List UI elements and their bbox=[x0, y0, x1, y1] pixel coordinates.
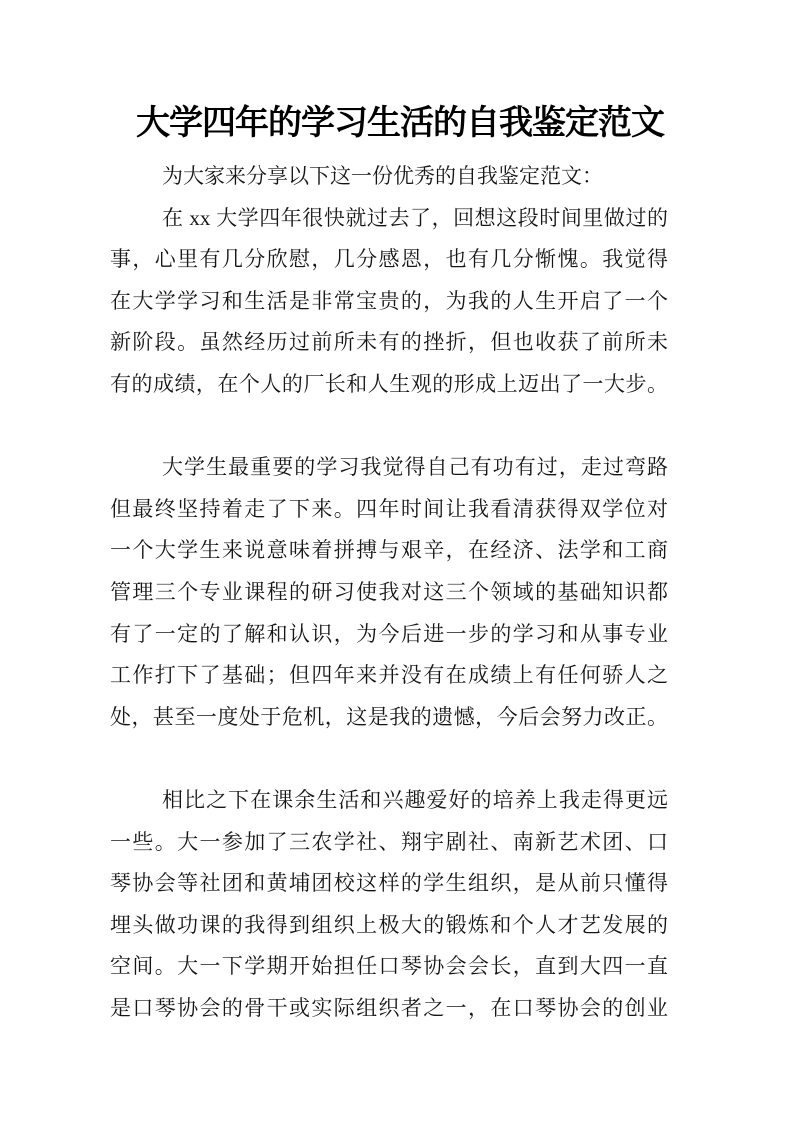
text-line: 为大家来分享以下这一份优秀的自我鉴定范文： bbox=[162, 164, 603, 188]
text-line: 新阶段。虽然经历过前所未有的挫折，但也收获了前所未 bbox=[110, 330, 668, 355]
text-line: 工作打下了基础；但四年来并没有在成绩上有任何骄人之 bbox=[110, 663, 668, 688]
text-line: 埋头做功课的我得到组织上极大的锻炼和个人才艺发展的 bbox=[110, 912, 668, 937]
paragraph bbox=[110, 447, 668, 738]
text-line: 处，甚至一度处于危机，这是我的遗憾，今后会努力改正。 bbox=[110, 704, 668, 729]
text-line: 但最终坚持着走了下来。四年时间让我看清获得双学位对 bbox=[110, 496, 668, 521]
text-line: 事，心里有几分欣慰，几分感恩，也有几分惭愧。我觉得 bbox=[110, 247, 668, 272]
text-line: 是口琴协会的骨干或实际组织者之一，在口琴协会的创业 bbox=[110, 995, 668, 1020]
text-line: 一个大学生来说意味着拼搏与艰辛，在经济、法学和工商 bbox=[110, 538, 668, 563]
text-line: 有的成绩，在个人的厂长和人生观的形成上迈出了一大步。 bbox=[110, 371, 668, 396]
paragraph bbox=[110, 780, 668, 1030]
paragraph bbox=[110, 198, 668, 406]
text-line: 在 xx 大学四年很快就过去了，回想这段时间里做过的 bbox=[162, 205, 668, 230]
text-line: 管理三个专业课程的研习使我对这三个领域的基础知识都 bbox=[110, 579, 668, 604]
paragraph bbox=[110, 156, 668, 198]
text-line: 琴协会等社团和黄埔团校这样的学生组织，是从前只懂得 bbox=[110, 871, 668, 896]
document-body bbox=[110, 156, 668, 1029]
text-line: 空间。大一下学期开始担任口琴协会会长，直到大四一直 bbox=[110, 954, 668, 979]
text-line: 大学生最重要的学习我觉得自己有功有过，走过弯路 bbox=[162, 455, 668, 480]
document-title: 大学四年的学习生活的自我鉴定范文 bbox=[136, 105, 664, 142]
text-line: 相比之下在课余生活和兴趣爱好的培养上我走得更远 bbox=[162, 787, 668, 812]
text-line: 在大学学习和生活是非常宝贵的，为我的人生开启了一个 bbox=[110, 288, 668, 313]
text-line: 一些。大一参加了三农学社、翔宇剧社、南新艺术团、口 bbox=[110, 829, 668, 854]
text-line: 有了一定的了解和认识，为今后进一步的学习和从事专业 bbox=[110, 621, 668, 646]
